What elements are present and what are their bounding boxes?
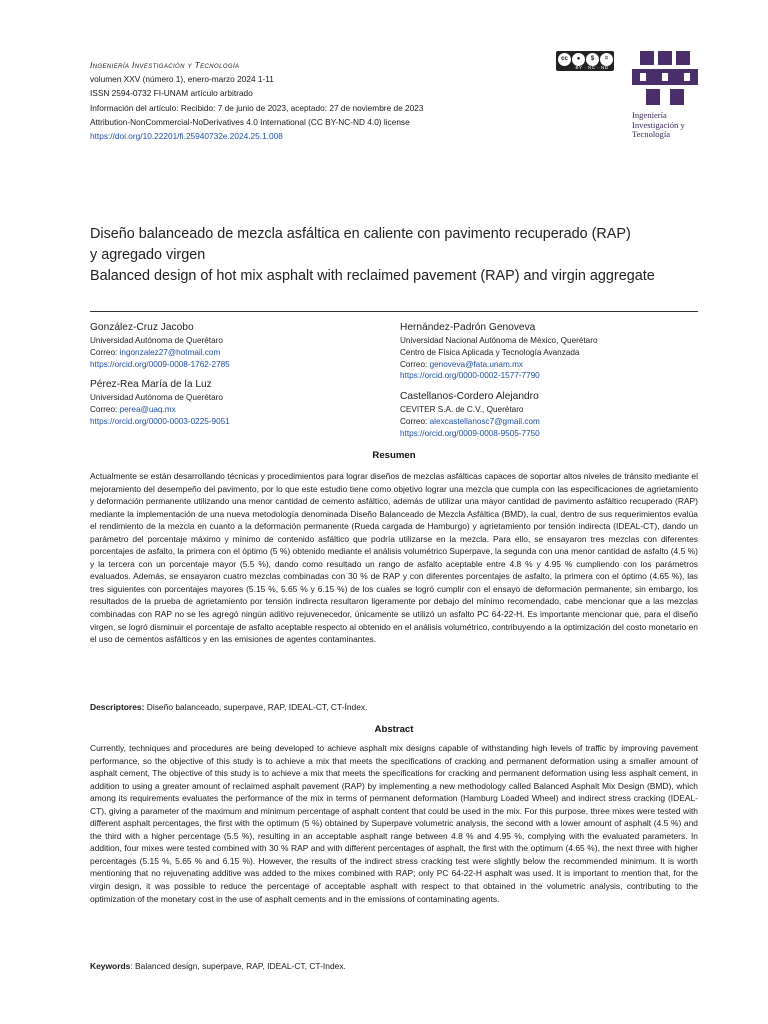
author-name: González-Cruz Jacobo [90,322,194,333]
author-email-line [90,347,390,359]
author-orcid-link[interactable]: https://orcid.org/0000-0003-0225-9051 [90,416,230,426]
article-info: Información del artículo: Recibido: 7 de junio de 2023, aceptado: 27 de noviembre de 2023 [90,102,424,113]
author-affiliation: Universidad Nacional Autónoma de México, Querétaro [400,336,598,345]
authors-left-column [90,321,390,436]
logo-line-1: Ingeniería [632,110,667,120]
cc-badge-labels: BY · NC · ND [575,65,609,70]
license-info: Attribution-NonCommercial-NoDerivatives 4.0 International (CC BY-NC-ND 4.0) license [90,116,410,127]
author-email-link[interactable]: perea@uaq.mx [119,405,176,415]
author-affiliation: CEVITER S.A. de C.V., Querétaro [400,405,524,415]
author-orcid-link[interactable]: https://orcid.org/0009-0008-1762-2785 [90,359,230,369]
keywords-list: Diseño balanceado, superpave, RAP, IDEAL-CT, CT-Índex. [144,702,368,712]
author-name: Hernández-Padrón Genoveva [400,322,536,333]
nd-icon: = [599,52,614,67]
author-email-link[interactable]: genoveva@fata.unam.mx [429,359,523,369]
article-title [90,224,710,287]
author-name: Pérez-Rea María de la Luz [90,379,212,391]
author-email-link[interactable]: alexcastellanosc7@gmail.com [429,416,540,426]
title-es-line-1: Diseño balanceado de mezcla asfáltica en caliente con pavimento recuperado (RAP) [90,226,631,242]
journal-name: Ingeniería Investigación y Tecnología [90,60,240,70]
logo-text [632,111,702,140]
resumen-keywords [90,701,698,714]
author-orcid-link[interactable]: https://orcid.org/0000-0002-1577-7790 [400,371,540,381]
email-label: Correo: [400,416,430,426]
title-divider [90,311,698,312]
author-card [90,321,390,370]
author-orcid-link[interactable]: https://orcid.org/0009-0008-9505-7750 [400,428,540,438]
title-es-line-2: y agregado virgen [90,247,206,263]
volume-info: volumen XXV (número 1), enero-marzo 2024 1-11 [90,74,274,85]
author-affiliation: Universidad Autónoma de Querétaro [90,336,223,345]
keywords-list: : Balanced design, superpave, RAP, IDEAL-CT, CT-Index. [130,961,346,971]
author-card [90,378,390,427]
author-email-link[interactable]: ingonzalez27@hotmail.com [119,347,221,357]
author-card [400,321,700,382]
issn-info: ISSN 2594-0732 FI-UNAM artículo arbitrado [90,88,253,99]
author-affiliation-2: Centro de Física Aplicada y Tecnología Avanzada [400,347,580,357]
keywords-label: Descriptores: [90,702,145,712]
author-email-line [90,404,390,416]
author-name: Castellanos-Cordero Alejandro [400,391,539,403]
email-label: Correo: [400,359,430,369]
resumen-heading: Resumen [372,450,416,461]
email-label: Correo: [90,347,120,357]
keywords-label: Keywords [90,961,131,971]
author-email-line [400,416,700,428]
author-email-line [400,359,700,371]
doi-link[interactable]: https://doi.org/10.22201/fi.25940732e.2024.25.1.008 [90,131,283,142]
email-label: Correo: [90,405,120,415]
cc-icon: cc [557,52,572,67]
logo-line-3: Tecnología [632,129,671,139]
authors-right-column [400,321,700,448]
cc-license-badge[interactable] [556,51,614,71]
abstract-heading: Abstract [374,724,414,735]
logo-mark-icon [632,51,698,107]
logo-line-2: Investigación y [632,119,685,130]
author-card [400,390,700,439]
author-affiliation: Universidad Autónoma de Querétaro [90,393,223,403]
journal-header [90,58,550,143]
title-en: Balanced design of hot mix asphalt with reclaimed pavement (RAP) and virgin aggregate [90,268,655,284]
resumen-text: Actualmente se están desarrollando técnicas y procedimientos para lograr diseños de mezclas asfálticas capaces de soportar altos niveles de tránsito mediante el mejoramiento del desempeño del pavimento, por lo que este estudio tiene como objetivo lograr una mezcla que cumpla con las especificaciones de agrietamiento y deformación permanente utilizando una menor cantidad de cemento asfáltico, además de utilizar una mayor cantidad de pavimento asfáltico recuperado (RAP) mediante la implementación de una nueva metodología denominada Diseño Balanceado de Mezcla Asfáltica (BMD), la cual, dentro de sus requerimientos evalúa el rendimiento de la mezcla en cuanto a la deformación permanente (Rueda cargada de Hamburgo) y agrietamiento por tensión indirecta (IDEAL-CT), dando un parámetro del porcentaje máximo y mínimo de contenido asfáltico que podría utilizarse en la mezcla. Para ello, se ensayaron tres mezclas con diferentes porcentajes de asfalto, la primera con el óptimo (5 %) obtenido mediante el análisis volumétrico Superpave, la segunda con una menor cantidad de asfalto (4.5 %) y la tercera con un porcentaje mayor (5.5 %), dando como resultado un rango de asfalto aceptable entre 4.8 % y 4.95 % cumpliendo con los parámetros evaluados. Además, se ensayaron cuatro mezclas combinadas con 30 % de RAP y con diferentes porcentajes de asfalto, la primera con el óptimo (4.65 %), las tres siguientes con porcentajes mayores (5.15 %, 5.65 % y 6.15 %) de los cuales se logró cumplir con el ensayo de deformación permanente; sin embargo, los resultados de la prueba de agrietamiento por tensión indirecta resultaron ligeramente por debajo del mínimo recomendado, cabe mencionar que a las mezclas combinadas con RAP no se les agregó ningún aditivo rejuvenecedor, únicamente se utilizó un asfalto PC 64-22-H. Es importante mencionar que, para el diseño virgen, se logró disminuir el porcentaje de asfalto aceptable respecto al obtenido en el análisis volumétrico, contribuyendo a la optimización del costo monetario en el uso de cementos asfálticos y en las emisiones de agentes contaminantes. [90,471,698,645]
abstract-text: Currently, techniques and procedures are being developed to achieve asphalt mix designs capable of withstanding high levels of traffic by improving pavement performance, so the objective of this study is to achieve a mix that meets the specifications of cracking and permanent deformation using a smaller amount of asphalt cement, The objective of this study is to achieve a mix that meets the specifications for cracking and permanent deformation using less asphalt cement, in addition to using a greater amount of reclaimed asphalt pavement (RAP) by implementing a new methodology called Balanced Asphalt Mix Design (BMD), which among its requirements evaluates the performance of the mix in terms of permanent deformation (Hamburg Loaded Wheel) and indirect stress cracking (IDEAL-CT), giving a parameter of the maximum and minimum percentage of asphalt content that could be used in the mix. For this purpose, three mixes were tested with different asphalt percentages, the first with the optimum (5 %) obtained by Superpave volumetric analysis, the second with a lower amount of asphalt (4.5 %) and the third with a higher percentage (5.5 %), resulting in an acceptable asphalt range between 4.8 % and 4.95 %, complying with the evaluated parameters. In addition, four mixes were tested combined with 30 % RAP and with different percentages of asphalt, the first with the optimum (4.65 %), the next three with higher percentages (5.15 %, 5.65 % and 6.15 %). However, the results of the indirect stress cracking test were slightly below the recommended minimum. It is worth mentioning that no rejuvenating additive was added to the mixes combined with RAP; only PC 64-22-H asphalt was used. It is important to mention that, for the virgin design, it was possible to reduce the percentage of acceptable asphalt with respect to that obtained in the volumetric analysis, contributing to the optimization of the monetary cost in the use of asphalt cements and in the emissions of contaminating agents. [90,743,698,904]
nc-icon: $ [585,52,600,67]
abstract-keywords [90,960,698,973]
by-icon: ● [571,52,586,67]
journal-logo [632,51,702,140]
